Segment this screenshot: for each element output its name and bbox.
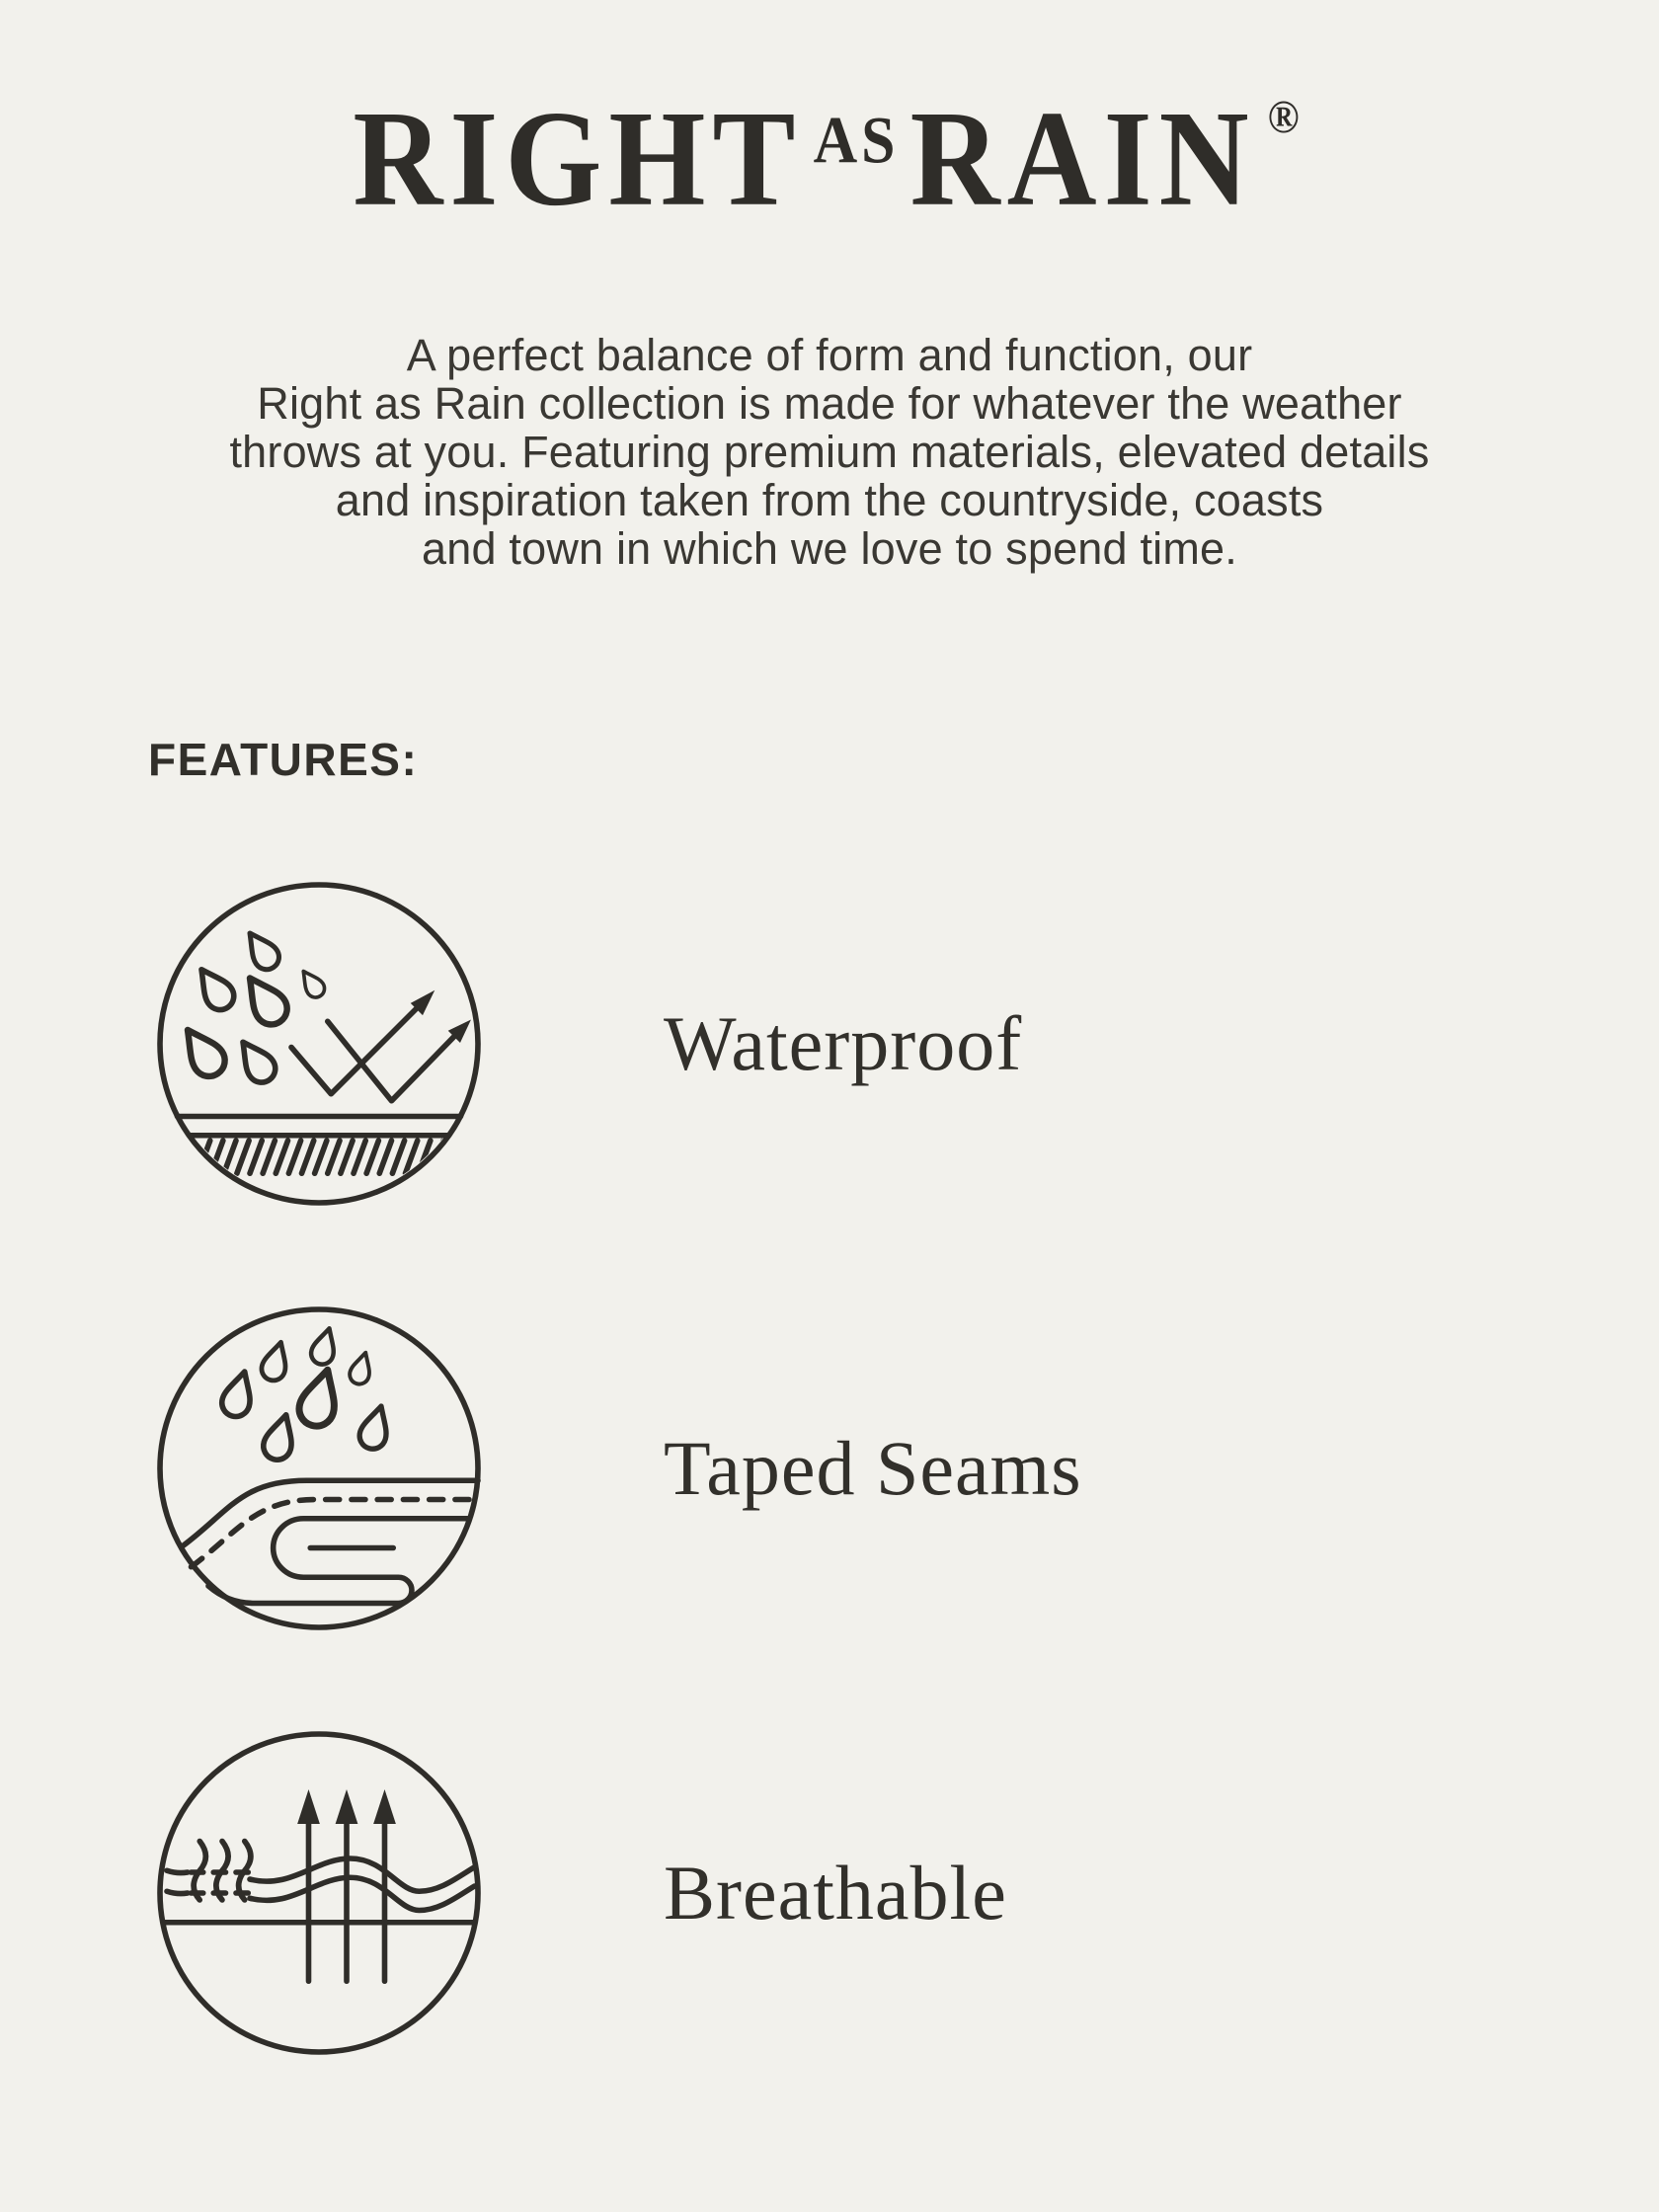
feature-row-waterproof bbox=[0, 871, 1659, 1217]
collection-description bbox=[79, 331, 1580, 573]
description-line: and town in which we love to spend time. bbox=[422, 522, 1237, 574]
breathable-icon bbox=[146, 1720, 492, 2066]
feature-label-breathable: Breathable bbox=[664, 1849, 1007, 1936]
waterproof-icon bbox=[146, 871, 492, 1217]
brand-word-rain: RAIN bbox=[909, 83, 1256, 235]
description-line: Right as Rain collection is made for whatever the weather bbox=[257, 377, 1402, 429]
taped-seams-icon bbox=[146, 1296, 492, 1641]
description-line: A perfect balance of form and function, our bbox=[406, 329, 1253, 380]
brand-title bbox=[0, 0, 1659, 235]
registered-trademark-icon: ® bbox=[1267, 92, 1306, 143]
feature-label-taped-seams: Taped Seams bbox=[664, 1424, 1082, 1511]
features-heading: FEATURES: bbox=[148, 733, 419, 785]
feature-label-waterproof: Waterproof bbox=[664, 999, 1023, 1086]
feature-list bbox=[0, 871, 1659, 2066]
description-line: throws at you. Featuring premium materials, elevated details bbox=[229, 426, 1430, 477]
feature-row-breathable bbox=[0, 1720, 1659, 2066]
description-line: and inspiration taken from the countryside, coasts bbox=[335, 474, 1324, 525]
brand-word-right: RIGHT bbox=[353, 83, 803, 235]
feature-row-taped-seams bbox=[0, 1296, 1659, 1641]
brand-word-as: AS bbox=[813, 104, 900, 179]
